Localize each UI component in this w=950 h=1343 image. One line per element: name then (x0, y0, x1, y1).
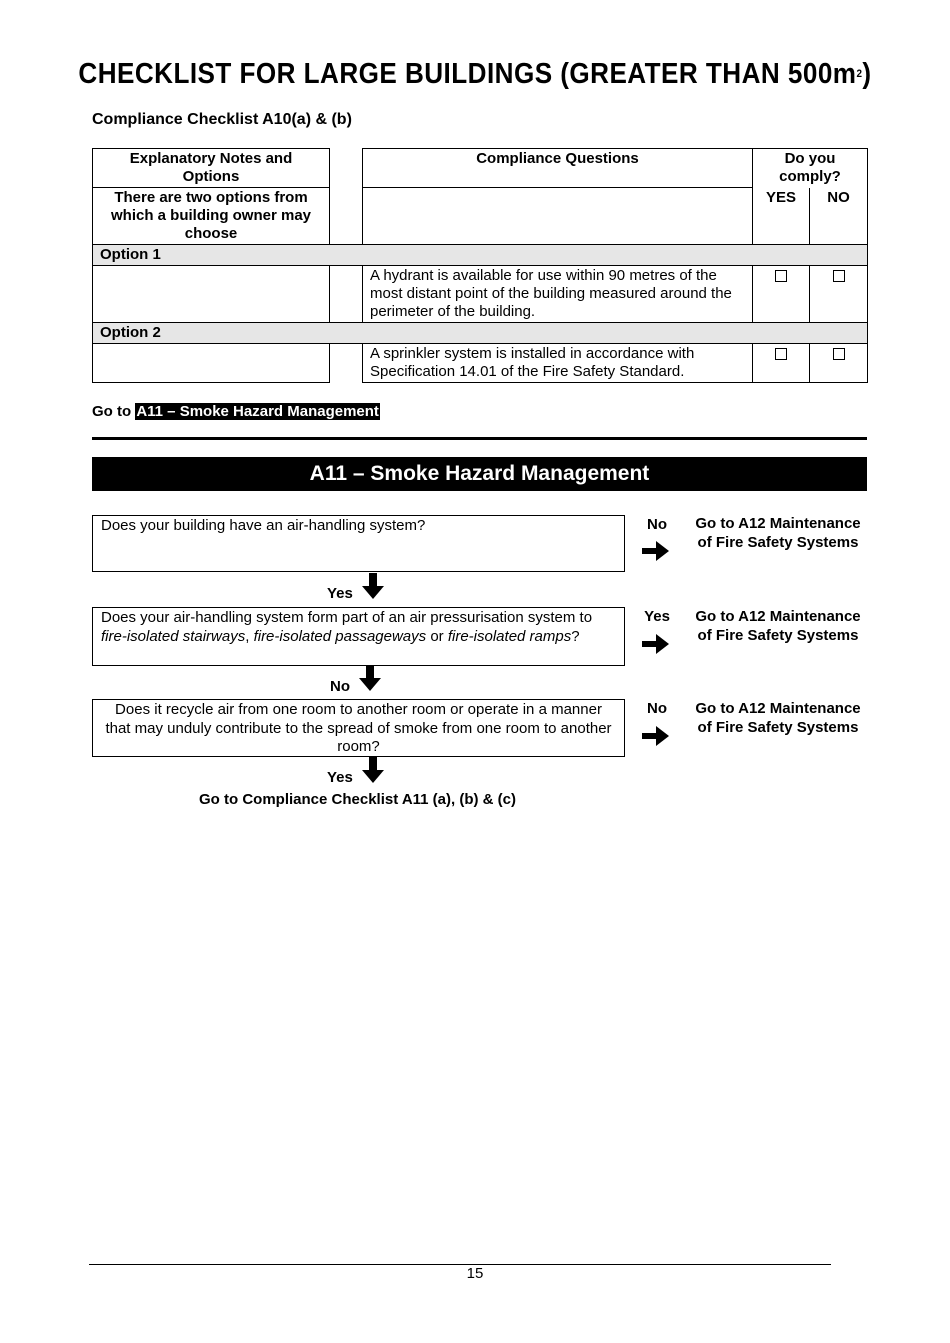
option-2-question: A sprinkler system is installed in accordance with Specification 14.01 of the Fire Safety Standard. (363, 344, 753, 383)
section-banner: A11 – Smoke Hazard Management (92, 457, 867, 491)
q3-side-answer: No (647, 700, 667, 717)
option-1-no-checkbox[interactable] (833, 270, 845, 282)
option-2-label: Option 2 (93, 323, 868, 344)
right-arrow-icon (641, 632, 671, 656)
q1-destination: Go to A12 Maintenance of Fire Safety Systems (695, 515, 861, 551)
compliance-table (92, 148, 868, 383)
flow-question-3: Does it recycle air from one room to another room or operate in a manner that may unduly contribute to the spread of smoke from one room to another room? (92, 699, 625, 757)
flow-question-2: Does your air-handling system form part of an air pressurisation system to fire-isolated stairways, fire-isolated passageways or fire-isolated ramps? (92, 607, 625, 666)
flow-question-1: Does your building have an air-handling system? (92, 515, 625, 572)
q2-side-answer: Yes (644, 608, 670, 625)
final-instruction: Go to Compliance Checklist A11 (a), (b) & (c) (199, 791, 516, 808)
q1-side-answer: No (647, 516, 667, 533)
q1-down-answer: Yes (327, 585, 353, 602)
option-2-no-checkbox[interactable] (833, 348, 845, 360)
option-1-label: Option 1 (93, 245, 868, 266)
option-2-yes-checkbox[interactable] (775, 348, 787, 360)
header-questions: Compliance Questions (363, 149, 753, 188)
header-notes: Explanatory Notes and Options (93, 149, 330, 188)
goto-smoke-hazard-link[interactable]: A11 – Smoke Hazard Management (136, 403, 379, 420)
q2-down-answer: No (330, 678, 350, 695)
right-arrow-icon (641, 539, 671, 563)
header-comply: Do you comply? (753, 149, 868, 188)
page-number: 15 (466, 1265, 484, 1282)
option-1-yes-checkbox[interactable] (775, 270, 787, 282)
section-divider (92, 437, 867, 440)
q2-destination: Go to A12 Maintenance of Fire Safety Systems (695, 608, 861, 644)
option-1-question: A hydrant is available for use within 90 metres of the most distant point of the building measured around the perimeter of the building. (363, 266, 753, 323)
goto-smoke-hazard: Go to A11 – Smoke Hazard Management (92, 403, 379, 420)
right-arrow-icon (641, 724, 671, 748)
down-arrow-icon (360, 756, 386, 784)
checklist-heading: Compliance Checklist A10(a) & (b) (92, 111, 352, 128)
down-arrow-icon (360, 572, 386, 600)
header-yes: YES (753, 188, 810, 245)
down-arrow-icon (357, 664, 383, 692)
q3-destination: Go to A12 Maintenance of Fire Safety Systems (695, 700, 861, 736)
intro-note: There are two options from which a building owner may choose (93, 188, 330, 245)
header-no: NO (810, 188, 868, 245)
page-title: CHECKLIST FOR LARGE BUILDINGS (GREATER THAN $500m^2$) (78, 58, 872, 90)
q3-down-answer: Yes (327, 769, 353, 786)
